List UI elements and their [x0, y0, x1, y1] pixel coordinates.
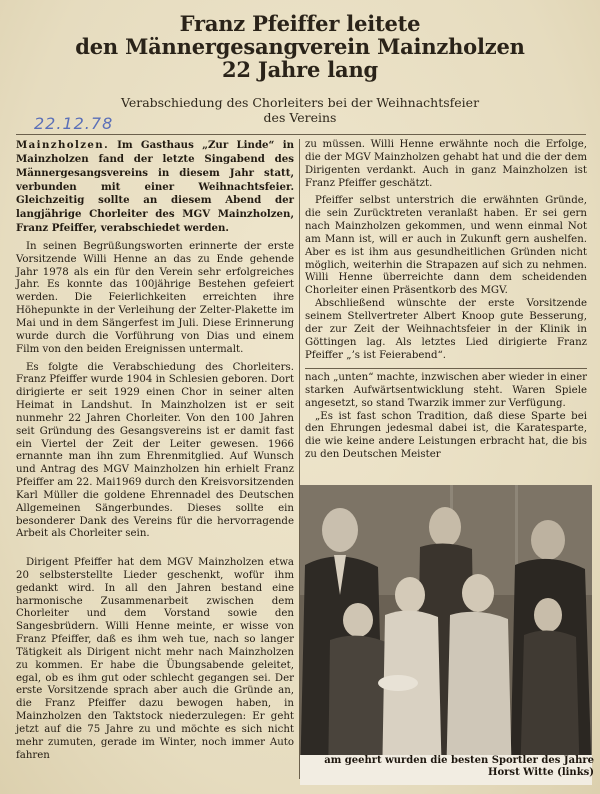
group-photo [300, 485, 592, 785]
paragraph-sport-1: nach „unten“ machte, inzwischen aber wieder in einer starken Aufwärtsentwicklung steht. Waren Spiele angesetzt, so stand Twarzik immer zur Verfügung. [305, 372, 587, 409]
paragraph-greeting: In seinen Begrüßungsworten erinnerte der erste Vorsitzende Willi Henne an das zu Ende gehende Jahr 1978 als ein für den Verein sehr erfolgreiches Jahr. Es konnte das 100jährige Bestehen gefeiert werden. Die Feierlichkeiten erreichten ihre Höhepunkte in der Verleihung der Zelter-Plakette im Mai und in dem Sängerfest im Juli. Diese Erinnerung wurde durch die Vorführung von Dias und einem Film von den beiden Ereignissen untermalt. [16, 240, 294, 355]
paragraph-farewell: Es folgte die Verabschiedung des Chorleiters. Franz Pfeiffer wurde 1904 in Schlesien geboren. Dort dirigierte er seit 1929 einen Chor in seiner alten Heimat in Landshut. In Mainzholzen ist er seit nunmehr 22 Jahren Chorleiter. Von den 100 Jahren seit Gründung des Gesangsvereins ist er damit fast ein Viertel der Zeit der Leiter gewesen. 1966 ernannte man ihn zum Ehrenmitglied. Auf Wunsch und Antrag des MGV Mainzholzen hin erhielt Franz Pfeiffer am 22. Mai1969 durch den Kreisvorsitzenden Karl Müller die goldene Ehrennadel des Deutschen Allgemeinen Sängerbundes. Dieses sollte ein besonderer Dank des Vereins für die hervorragende Arbeit als Chorleiter sein. [16, 361, 294, 540]
headline-line-1: Franz Pfeiffer leitete [179, 11, 421, 36]
paragraph-reasons: Pfeiffer selbst unterstrich die erwähnten Gründe, die sein Zurücktreten veranlaßt haben. Er sei gern nach Mainzholzen gekommen, und wenn einmal Not am Mann ist, will er auch in Zukunft gern aushelfen. Aber es ist ihm aus gesundheitlichen Gründen nicht möglich, weiterhin die Strapazen auf sich zu nehmen. Willi Henne überreichte dann dem scheidenden Chorleiter einen Präsentkorb des MGV. [305, 195, 587, 297]
headline-line-2: den Männergesangverein Mainzholzen [75, 34, 525, 59]
headline [12, 12, 588, 81]
article-column-left-bottom [16, 557, 294, 763]
lead-text: Im Gasthaus „Zur Linde“ in Mainzholzen fand der letzte Singabend des Männergesangsvereins in diesem Jahr statt, verbunden mit einer Weihnachtsfeier. Gleichzeitig sollte an diesem Abend der langjährige Chorleiter des MGV Mainzholzen, Franz Pfeiffer, verabschiedet werden. [16, 139, 294, 235]
paragraph-songs: Dirigent Pfeiffer hat dem MGV Mainzholzen etwa 20 selbsterstellte Lieder geschenkt, wofür ihm gedankt wird. In all den Jahren bestand eine harmonische Zusammenarbeit zwischen dem Chorleiter und dem Vorstand sowie den Sangesbrüdern. Willi Henne meinte, er wisse von Franz Pfeiffer, daß es ihm weh tue, nach so langer Tätigkeit als Dirigent nicht mehr nach Mainzholzen zu kommen. Er habe die Übungsabende geleitet, egal, ob es ihm gut oder schlecht gegangen sei. Der erste Vorsitzende sprach aber auch die Gründe an, die Franz Pfeiffer dazu bewogen haben, in Mainzholzen den Taktstock niederzulegen: Er geht jetzt auf die 75 Jahre zu und möchte es sich nicht mehr zumuten, gerade im Winter, noch immer Auto fahren [16, 557, 294, 761]
subheadline-line-1: Verabschiedung des Chorleiters bei der Weihnachtsfeier [120, 95, 480, 110]
top-divider [16, 134, 586, 135]
dateline: Mainzholzen. [16, 139, 110, 151]
article-column-right [305, 139, 587, 362]
paragraph-continued: zu müssen. Willi Henne erwähnte noch die Erfolge, die der MGV Mainzholzen gehabt hat und die der dem Dirigenten verdankt. Auch in ganz Mainzholzen ist Franz Pfeiffer geschätzt. [305, 139, 587, 189]
paragraph-sport-2: „Es ist fast schon Tradition, daß diese Sparte bei den Ehrungen jedesmal dabei ist, die Karatesparte, die wie keine andere Leistungen erbracht hat, die bis zu den Deutschen Meister [305, 410, 587, 461]
article-column-left [16, 139, 294, 541]
photo-caption [298, 755, 594, 779]
other-article-column [305, 372, 587, 462]
paragraph-closing: Abschließend wünschte der erste Vorsitzende seinem Stellvertreter Albert Knoop gute Besserung, der zur Zeit der Weihnachtsfeier in der Klinik in Göttingen lag. Als letztes Lied dirigierte Franz Pfeiffer „’s ist Feierabend“. [305, 298, 587, 361]
headline-line-3: 22 Jahre lang [221, 57, 379, 82]
article-divider [305, 368, 587, 369]
photo-caption-line-1: am geehrt wurden die besten Sportler des Jahre [324, 755, 594, 766]
subheadline-line-2: des Vereins [263, 110, 337, 125]
subheadline [40, 95, 560, 125]
photo-caption-line-2: Horst Witte (links) [488, 767, 594, 778]
lead-paragraph [16, 139, 294, 236]
handwritten-date: 22.12.78 [34, 114, 114, 133]
